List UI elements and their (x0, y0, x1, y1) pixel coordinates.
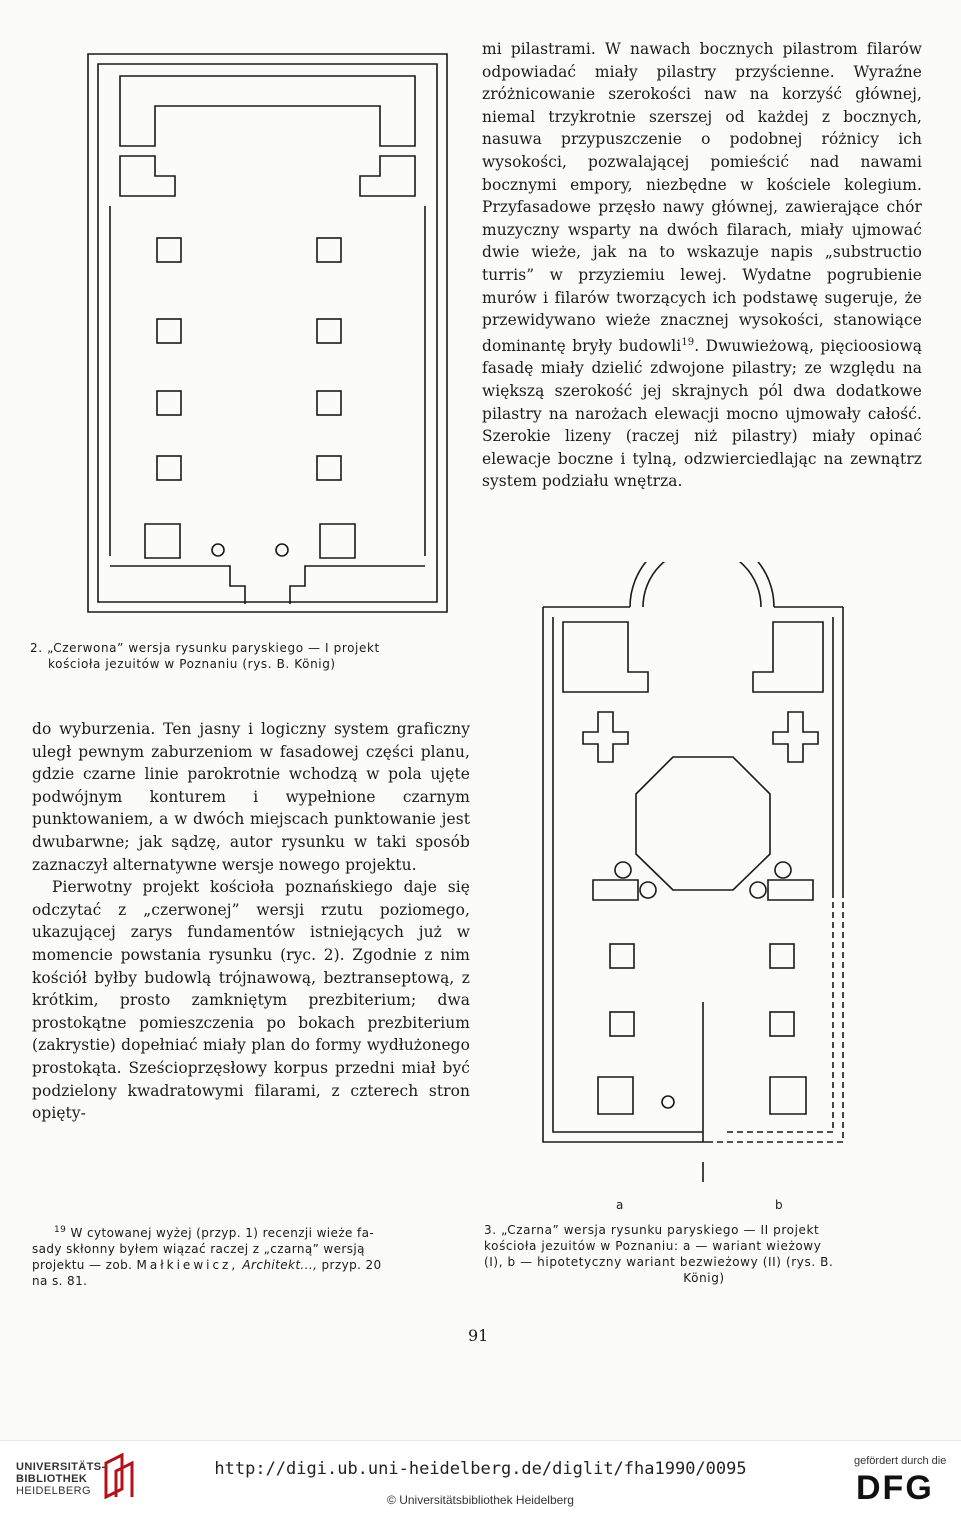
footnote-author: Małkiewicz, (136, 1258, 239, 1272)
figure-2-caption-line-1: 2. „Czerwona” wersja rysunku paryskiego — I projekt (30, 641, 380, 655)
figure-3-caption-line-1: 3. „Czarna” wersja rysunku paryskiego — II projekt (484, 1223, 820, 1237)
figure-3-caption-line-4: König) (683, 1271, 725, 1285)
figure-2-caption-line-2: kościoła jezuitów w Poznaniu (rys. B. König) (48, 657, 336, 671)
page-number: 91 (468, 1326, 489, 1345)
figure-3-caption-line-3: (I), b — hipotetyczny wariant bezwieżowy (II) (rys. B. (484, 1255, 834, 1269)
variant-label-b: b (775, 1198, 783, 1212)
right-column-text (482, 38, 922, 493)
footnote-line-2: sady skłonny byłem wiązać raczej z „czarną” wersją (32, 1242, 365, 1256)
variant-label-a: a (616, 1198, 624, 1212)
copyright-notice: © Universitätsbibliothek Heidelberg (387, 1493, 574, 1507)
right-column-body: mi pilastrami. W nawach bocznych pilastrom filarów odpowiadać miały pilastry przyścienne. Wyraźne zróżnicowanie szerokości naw na korzyść głównej, niemal trzykrotnie szerszej od każdej z bocznych, nasuwa przypuszczenie o podobnej różnicy ich wysokości, pozwalającej pomieścić nad nawami bocznymi empory, niezbędne w kościele kolegium. Przyfasadowe przęsło nawy głównej, zawierające chór muzyczny wsparty na dwóch filarach, miały ujmować dwie wieże, jak na to wskazuje napis „substructio turris” w przyziemiu lewej. Wydatne pogrubienie murów i filarów tworzących ich podstawę sugeruje, że przewidywano wieże znacznej wysokości, stanowiące dominantę bryły budowli (482, 40, 922, 355)
library-name-line-2: BIBLIOTHEK (16, 1473, 88, 1485)
right-column-body-continued: . Dwuwieżową, pięcioosiową fasadę miały dzielić zdwojone pilastry; ze względu na większą szerokość jej skrajnych pól dwa dodatkowe pilastry na narożach elewacji mocno ujmowały całość. Szerokie lizeny (raczej niż pilastry) miały opinać elewacje boczne i tylną, odzwierciedlając na zewnątrz system podziału wnętrza. (482, 336, 922, 491)
figure-2-floor-plan (80, 46, 455, 626)
dfg-logo[interactable]: DFG (856, 1469, 934, 1507)
permalink-url[interactable]: http://digi.ub.uni-heidelberg.de/diglit/fha1990/0095 (214, 1459, 747, 1479)
footnote-line-1: W cytowanej wyżej (przyp. 1) recenzji wieże fa- (70, 1226, 375, 1240)
library-name-line-1: UNIVERSITÄTS- (16, 1461, 106, 1473)
footnote-reference-19[interactable]: 19 (681, 336, 695, 348)
footnote-line-4: na s. 81. (32, 1274, 88, 1288)
left-column-text (32, 718, 470, 1125)
footnote-19 (32, 1222, 470, 1289)
footnote-title: Architekt..., (242, 1258, 318, 1272)
left-column-paragraph-1: do wyburzenia. Ten jasny i logiczny system graficzny uległ pewnym zaburzeniom w fasadowej części planu, gdzie czarne linie parokrotnie wchodzą w pola ujęte podwójnym konturem i wypełnione czarnym punktowaniem, a w dwóch miejscach punktowanie jest dwubarwne; jak sądzę, autor rysunku w taki sposób zaznaczył alternatywne wersje nowego projektu. (32, 720, 470, 874)
footnote-line-3-post: przyp. 20 (321, 1258, 382, 1272)
funding-note: gefördert durch die (854, 1455, 947, 1467)
library-name-line-3: HEIDELBERG (16, 1485, 91, 1497)
figure-3-caption-line-2: kościoła jezuitów w Poznaniu: a — wariant wieżowy (484, 1239, 822, 1253)
footnote-line-3-pre: projektu — zob. (32, 1258, 133, 1272)
figure-3-floor-plan (538, 562, 868, 1182)
viewer-footer (0, 1440, 961, 1517)
footnote-number: 19 (54, 1225, 67, 1235)
left-column-paragraph-2: Pierwotny projekt kościoła poznańskiego daje się odczytać z „czerwonej” wersji rzutu poziomego, ukazującej zarys fundamentów istniejących już w momencie powstania rysunku (ryc. 2). Zgodnie z nim kościół byłby budowlą trójnawową, beztranseptową, z krótkim, prosto zamkniętym prezbiterium; dwa prostokątne pomieszczenia po bokach prezbiterium (zakrystie) dopełniać miały plan do formy wydłużonego prostokąta. Sześcioprzęsłowy korpus przedni miał być podzielony kwadratowymi filarami, z czterech stron opięty- (32, 878, 470, 1123)
